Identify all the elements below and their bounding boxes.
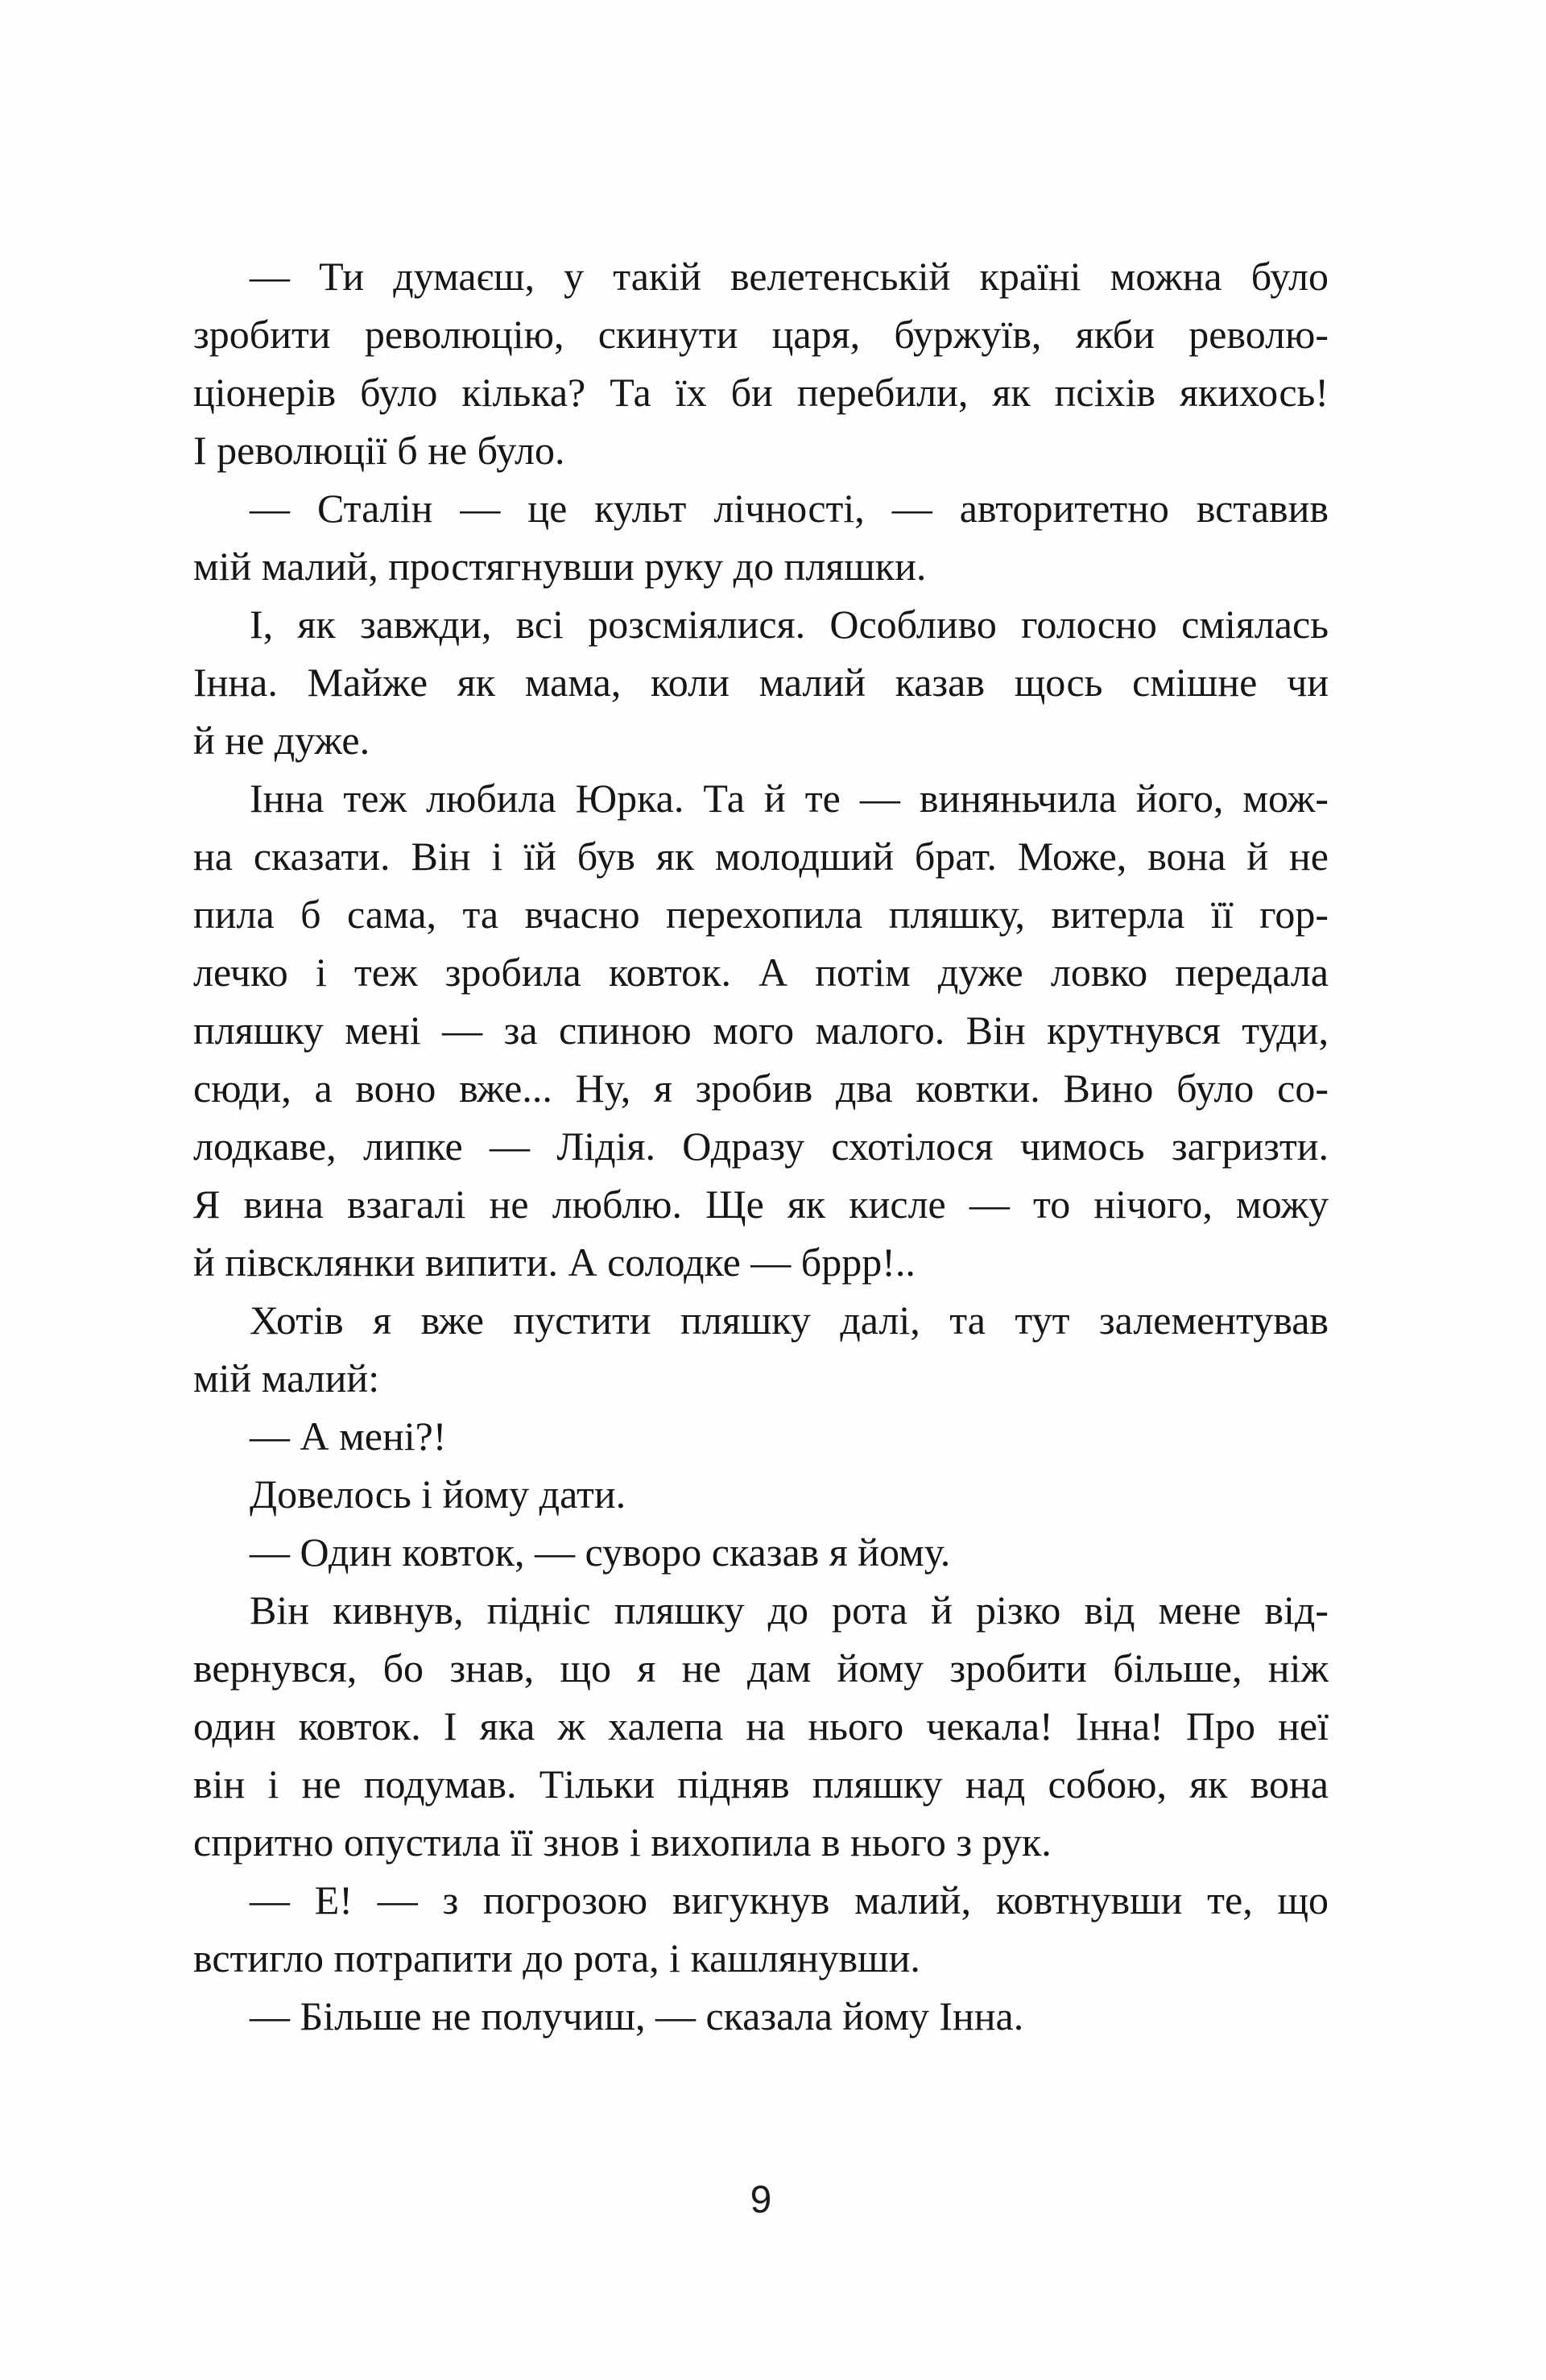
- text-line: спритно опустила її знов і вихопила в нього з рук.: [193, 1819, 1052, 1865]
- paragraph: [193, 595, 1329, 769]
- text-line: — Сталін — це культ лічності, — авторитетно вставив: [250, 486, 1329, 531]
- text-line: — Один ковток, — суворо сказав я йому.: [250, 1529, 951, 1575]
- text-line: зробити революцію, скинути царя, буржуїв, якби револю-: [193, 312, 1329, 357]
- text-line: Інна теж любила Юрка. Та й те — виняньчила його, мож-: [250, 776, 1329, 821]
- text-line: встигло потрапити до рота, і кашлянувши.: [193, 1935, 920, 1981]
- paragraph: [193, 1465, 1329, 1523]
- text-line: Хотів я вже пустити пляшку далі, та тут залементував: [250, 1298, 1329, 1343]
- text-line: ціонерів було кілька? Та їх би перебили, як псіхів якихось!: [193, 370, 1329, 415]
- paragraph: [193, 1291, 1329, 1407]
- text-line: — Е! — з погрозою вигукнув малий, ковтнувши те, що: [250, 1877, 1329, 1923]
- text-line: Я вина взагалі не люблю. Ще як кисле — то нічого, можу: [193, 1182, 1329, 1227]
- paragraph: [193, 479, 1329, 595]
- text-line: й не дуже.: [193, 718, 370, 763]
- paragraph: [193, 1871, 1329, 1987]
- text-line: пляшку мені — за спиною мого малого. Він крутнувся туди,: [193, 1008, 1329, 1053]
- text-line: мій малий, простягнувши руку до пляшки.: [193, 544, 927, 589]
- text-line: Він кивнув, підніс пляшку до рота й різко від мене від-: [250, 1587, 1329, 1633]
- page-number: 9: [750, 2179, 772, 2221]
- paragraph: [193, 247, 1329, 479]
- text-line: сюди, а воно вже... Ну, я зробив два ковтки. Вино було со-: [193, 1066, 1329, 1111]
- text-line: І революції б не було.: [193, 428, 565, 473]
- paragraph: [193, 1407, 1329, 1465]
- text-line: й півсклянки випити. А солодке — бррр!..: [193, 1240, 916, 1285]
- text-line: І, як завжди, всі розсміялися. Особливо голосно сміялась: [250, 602, 1329, 647]
- text-line: лодкаве, липке — Лідія. Одразу схотілося чимось загризти.: [193, 1124, 1329, 1169]
- text-line: вернувся, бо знав, що я не дам йому зробити більше, ніж: [193, 1645, 1329, 1691]
- text-line: Довелось і йому дати.: [250, 1471, 626, 1517]
- text-line: він і не подумав. Тільки підняв пляшку над собою, як вона: [193, 1761, 1329, 1807]
- text-line: лечко і теж зробила ковток. А потім дуже ловко передала: [193, 950, 1329, 995]
- paragraph: [193, 1523, 1329, 1581]
- paragraph: [193, 1987, 1329, 2045]
- text-line: — Ти думаєш, у такій велетенській країні можна було: [250, 254, 1329, 299]
- text-line: на сказати. Він і їй був як молодший брат. Може, вона й не: [193, 834, 1329, 879]
- text-line: мій малий:: [193, 1356, 380, 1401]
- paragraph: [193, 769, 1329, 1291]
- text-line: один ковток. І яка ж халепа на нього чекала! Інна! Про неї: [193, 1703, 1329, 1749]
- text-line: пила б сама, та вчасно перехопила пляшку, витерла її гор-: [193, 892, 1329, 937]
- text-line: — Більше не получиш, — сказала йому Інна.: [250, 1993, 1024, 2039]
- text-line: — А мені?!: [250, 1414, 447, 1459]
- body-text: [193, 247, 1329, 2045]
- paragraph: [193, 1581, 1329, 1871]
- text-line: Інна. Майже як мама, коли малий казав щось смішне чи: [193, 660, 1329, 705]
